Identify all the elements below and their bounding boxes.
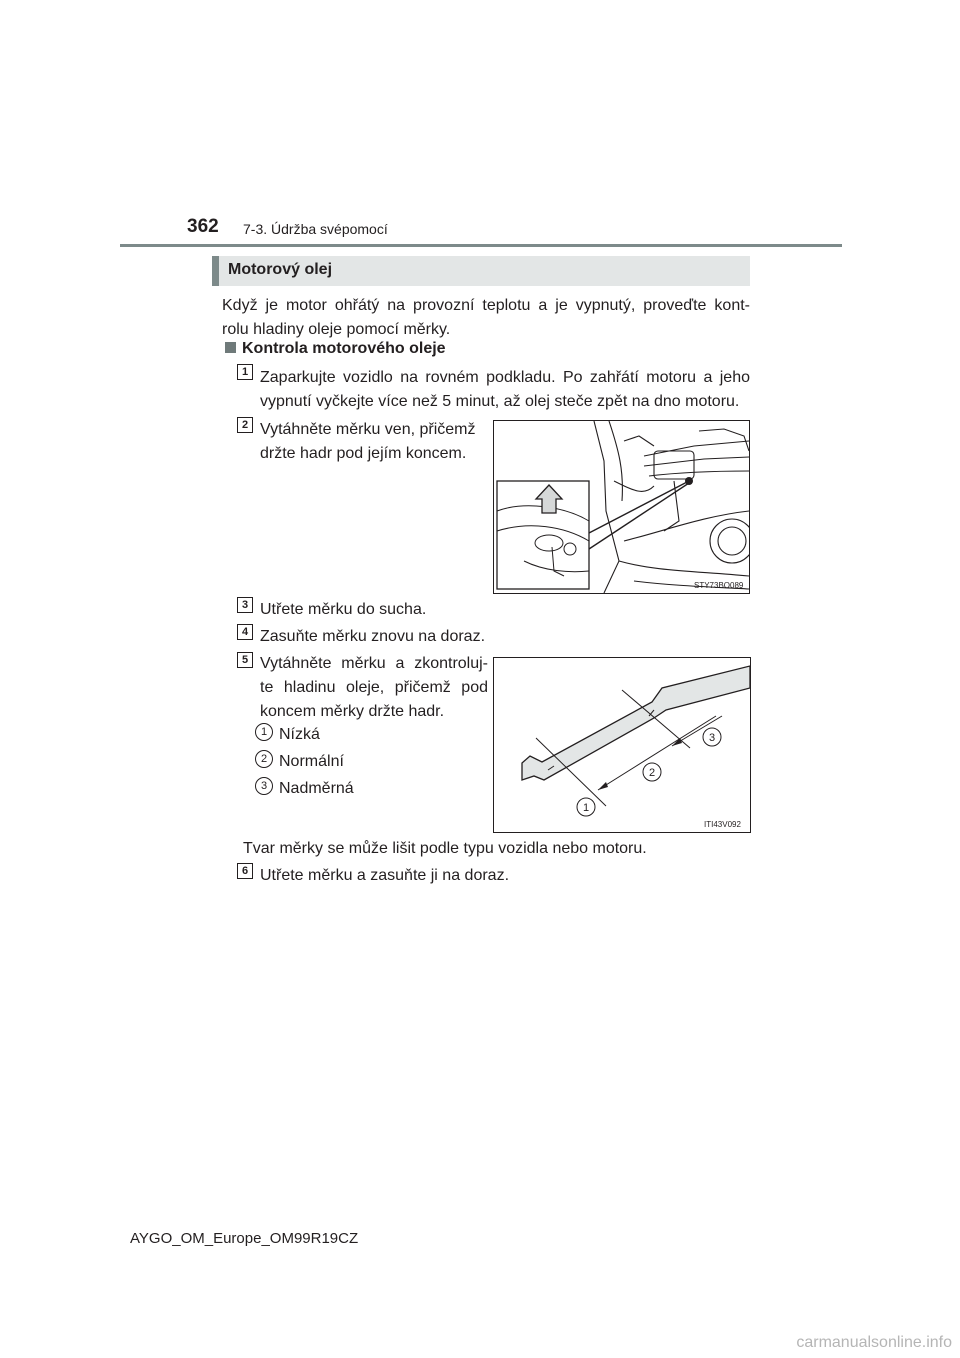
square-bullet-icon xyxy=(225,342,236,353)
level-label-low: Nízká xyxy=(279,726,320,743)
figure-dipstick-location xyxy=(493,420,750,594)
level-number-2: 2 xyxy=(255,750,273,768)
step-5-line-3: koncem měrky držte hadr. xyxy=(260,703,445,720)
step-1-line-1: Zaparkujte vozidlo na rovném podkladu. Po zahřátí motoru a jeho xyxy=(260,369,750,386)
step-number-2: 2 xyxy=(237,417,253,433)
callout-3: 3 xyxy=(708,732,716,744)
figure-2-code: ITI43V092 xyxy=(704,820,741,829)
figure-dipstick-levels xyxy=(493,657,751,833)
header-rule xyxy=(120,244,842,247)
figure-1-code: STY73BO089 xyxy=(694,581,744,590)
level-number-1: 1 xyxy=(255,723,273,741)
callout-2: 2 xyxy=(648,767,656,779)
level-number-3: 3 xyxy=(255,777,273,795)
intro-line-1: Když je motor ohřátý na provozní teplotu a je vypnutý, proveďte kont- xyxy=(222,297,750,314)
step-5-line-2: te hladinu oleje, přičemž pod xyxy=(260,679,488,696)
step-number-5: 5 xyxy=(237,652,253,668)
step-2-line-1: Vytáhněte měrku ven, přičemž xyxy=(260,421,476,438)
step-number-4: 4 xyxy=(237,624,253,640)
level-label-excess: Nadměrná xyxy=(279,780,354,797)
heading-accent-bar xyxy=(212,256,219,286)
engine-bay-illustration xyxy=(494,421,749,593)
footer-code: AYGO_OM_Europe_OM99R19CZ xyxy=(130,1230,359,1247)
subheading xyxy=(225,340,446,358)
heading-text: Motorový olej xyxy=(228,261,333,278)
step-number-6: 6 xyxy=(237,863,253,879)
watermark: carmanualsonline.info xyxy=(796,1334,952,1351)
level-label-normal: Normální xyxy=(279,753,344,770)
step-2-line-2: držte hadr pod jejím koncem. xyxy=(260,445,467,462)
callout-1: 1 xyxy=(582,802,590,814)
step-5-line-1: Vytáhněte měrku a zkontroluj- xyxy=(260,655,488,672)
subheading-text: Kontrola motorového oleje xyxy=(242,340,446,357)
dipstick-illustration xyxy=(494,658,750,832)
step-number-3: 3 xyxy=(237,597,253,613)
step-1-line-2: vypnutí vyčkejte více než 5 minut, až olej steče zpět na dno motoru. xyxy=(260,393,740,410)
section-title: 7-3. Údržba svépomocí xyxy=(243,221,388,237)
section-heading xyxy=(212,256,750,286)
page-number: 362 xyxy=(187,216,219,237)
step-3-text: Utřete měrku do sucha. xyxy=(260,601,427,618)
intro-line-2: rolu hladiny oleje pomocí měrky. xyxy=(222,321,451,338)
step-6-text: Utřete měrku a zasuňte ji na doraz. xyxy=(260,867,510,884)
note-text: Tvar měrky se může lišit podle typu vozidla nebo motoru. xyxy=(243,840,647,857)
step-number-1: 1 xyxy=(237,364,253,380)
step-4-text: Zasuňte měrku znovu na doraz. xyxy=(260,628,486,645)
